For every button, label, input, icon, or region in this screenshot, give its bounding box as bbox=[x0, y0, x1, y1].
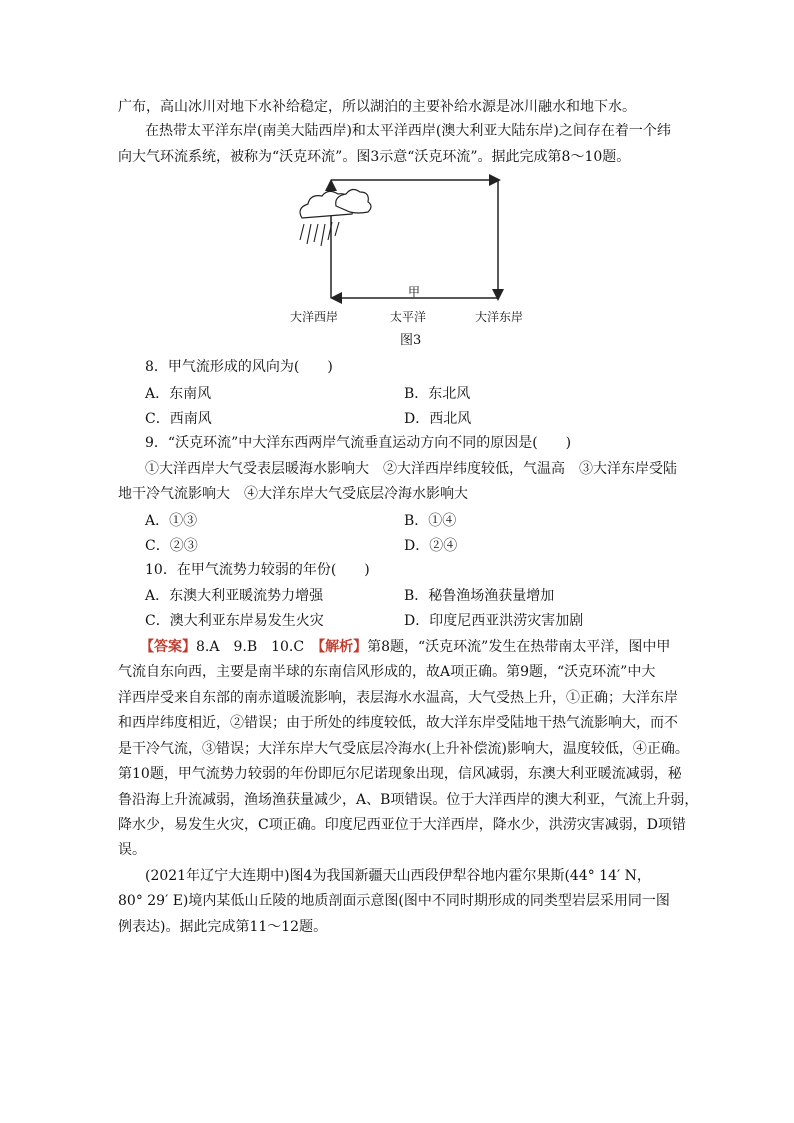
next-passage-line-2: 80° 29′ E)境内某低山丘陵的地质剖面示意图(图中不同时期形成的同类型岩层采用同一图 bbox=[118, 893, 670, 909]
analysis-line-3: 洋西岸受来自东部的南赤道暖流影响，表层海水水温高，大气受热上升，①正确；大洋东岸 bbox=[118, 690, 678, 706]
rain-lines bbox=[300, 222, 339, 246]
walker-circulation-figure bbox=[282, 172, 542, 332]
q9-statements-line-1: ①大洋西岸大气受表层暖海水影响大 ②大洋西岸纬度较低，气温高 ③大洋东岸受陆 bbox=[145, 461, 677, 477]
analysis-line-8: 降水少，易发生火灾，C项正确。印度尼西亚位于大洋西岸，降水少，洪涝灾害减弱，D项错 bbox=[118, 817, 686, 833]
answer-tag: 【答案】 bbox=[140, 639, 196, 655]
label-jia: 甲 bbox=[408, 285, 421, 299]
intro-line-0: 广布，高山冰川对地下水补给稳定，所以湖泊的主要补给水源是冰川融水和地下水。 bbox=[118, 99, 636, 115]
analysis-line-5: 是干冷气流，③错误；大洋东岸大气受底层冷海水(上升补偿流)影响大，温度较低，④正确。 bbox=[118, 741, 689, 757]
label-ocean-west: 大洋西岸 bbox=[290, 310, 339, 324]
q9-option-d: D．②④ bbox=[404, 538, 458, 554]
answer-values: 8.A 9.B 10.C bbox=[196, 639, 319, 655]
q8-stem: 8．甲气流形成的风向为( ) bbox=[145, 359, 333, 375]
q9-option-a: A．①③ bbox=[145, 513, 198, 529]
analysis-line-4: 和西岸纬度相近，②错误；由于所处的纬度较低，故大洋东岸受陆地干热气流影响大，而不 bbox=[118, 715, 678, 731]
q8-option-b: B．东北风 bbox=[404, 386, 471, 402]
answer-line-1 bbox=[140, 637, 670, 657]
q8-option-c: C．西南风 bbox=[145, 411, 212, 427]
label-pacific: 太平洋 bbox=[390, 310, 427, 324]
next-passage-line-1: (2021年辽宁大连期中)图4为我国新疆天山西段伊犁谷地内霍尔果斯(44° 14′ N， bbox=[145, 868, 651, 884]
analysis-line-2: 气流自东向西，主要是南半球的东南信风形成的，故A项正确。第9题，“沃克环流”中大 bbox=[118, 664, 656, 680]
q10-option-a: A．东澳大利亚暖流势力增强 bbox=[145, 588, 324, 604]
analysis-line-9: 误。 bbox=[118, 842, 146, 858]
analysis-line-1: 第8题，“沃克环流”发生在热带南太平洋，图中甲 bbox=[367, 639, 671, 655]
q9-stem: 9．“沃克环流”中大洋东西两岸气流垂直运动方向不同的原因是( ) bbox=[145, 435, 572, 451]
q10-option-c: C．澳大利亚东岸易发生火灾 bbox=[145, 613, 324, 629]
q9-statements-line-2: 地干冷气流影响大 ④大洋东岸大气受底层冷海水影响大 bbox=[118, 486, 468, 502]
analysis-line-6: 第10题，甲气流势力较弱的年份即厄尔尼诺现象出现，信风减弱，东澳大利亚暖流减弱，秘 bbox=[118, 766, 682, 782]
q10-option-d: D．印度尼西亚洪涝灾害加剧 bbox=[404, 613, 584, 629]
q9-option-b: B．①④ bbox=[404, 513, 457, 529]
figure-caption: 图3 bbox=[400, 333, 422, 348]
rain-cloud-icon bbox=[300, 189, 371, 218]
analysis-tag: 【解析】 bbox=[318, 639, 368, 655]
q9-option-c: C．②③ bbox=[145, 538, 198, 554]
intro-line-1: 在热带太平洋东岸(南美大陆西岸)和太平洋西岸(澳大利亚大陆东岸)之间存在着一个纬 bbox=[145, 123, 671, 139]
q10-option-b: B．秘鲁渔场渔获量增加 bbox=[404, 588, 555, 604]
intro-line-2: 向大气环流系统，被称为“沃克环流”。图3示意“沃克环流”。据此完成第8～10题。 bbox=[118, 149, 631, 165]
q10-stem: 10．在甲气流势力较弱的年份( ) bbox=[145, 562, 370, 578]
label-ocean-east: 大洋东岸 bbox=[475, 310, 524, 324]
next-passage-line-3: 例表达)。据此完成第11～12题。 bbox=[118, 919, 328, 935]
q8-option-d: D．西北风 bbox=[404, 411, 472, 427]
q8-option-a: A．东南风 bbox=[145, 386, 212, 402]
analysis-line-7: 鲁沿海上升流减弱，渔场渔获量减少，A、B项错误。位于大洋西岸的澳大利亚，气流上升弱， bbox=[118, 792, 699, 808]
walker-circulation-diagram bbox=[282, 172, 542, 332]
